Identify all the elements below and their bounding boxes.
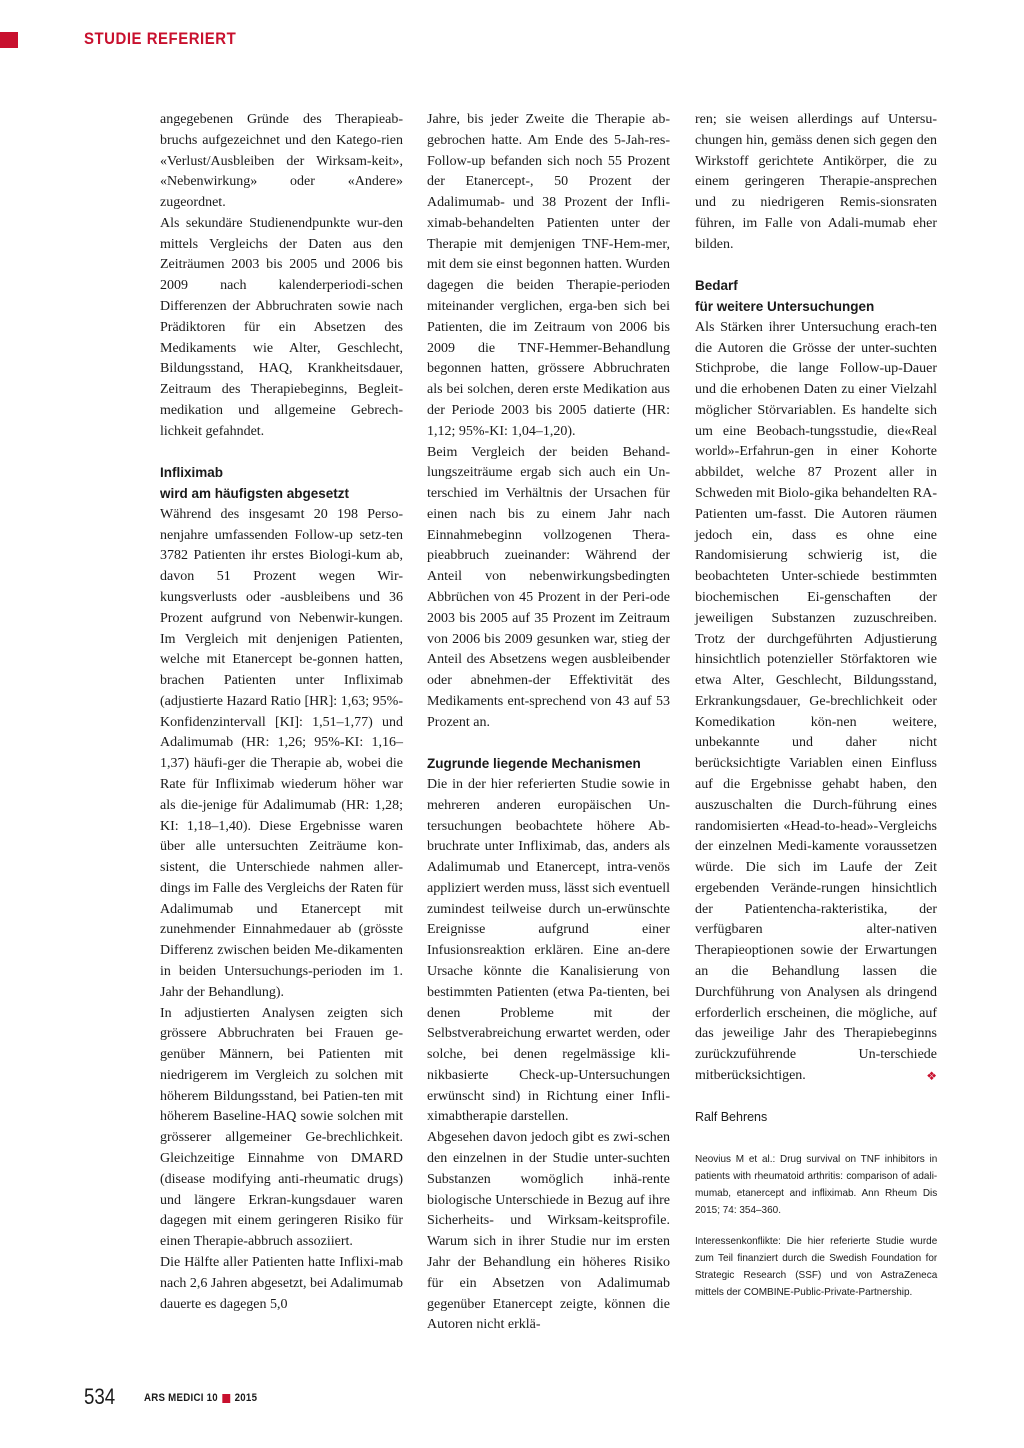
- column-1: [160, 110, 403, 1315]
- column-2: [427, 110, 670, 1336]
- paragraph: Jahre, bis jeder Zweite die Therapie ab-gebrochen hatte. Am Ende des 5-Jah-res-Follow-up befanden sich noch 55 Prozent der Etanercept-, 50 Prozent der Adalimumab- und 38 Prozent der Infli-ximab-behandelten Patienten unter der Therapie mit demjenigen TNF-Hem-mer, mit dem sie einst begonnen hatten. Wurden dagegen die beiden Therapie-perioden miteinander verglichen, erga-ben sich bei Patienten, die im Zeitraum von 2006 bis 2009 die TNF-Hemmer-Behandlung begonnen hatten, grössere Abbruchraten als bei solchen, deren erste Medikation aus der Periode 2003 bis 2005 datierte (HR: 1,12; 95%-KI: 1,04–1,20).: [427, 112, 670, 439]
- subheading: für weitere Untersuchungen: [695, 299, 875, 315]
- page-number: 534: [84, 1384, 116, 1409]
- paragraph: Die in der hier referierten Studie sowie in mehreren anderen europäischen Un-tersuchungen beobachtete höhere Ab-bruchrate unter Infliximab, das, anders als Adalimumab und Etanercept, intra-venös appliziert werden muss, lässt sich eventuell zumindest teilweise durch un-erwünschte Ereignisse aufgrund einer Infusionsreaktion erklären. Eine an-dere Ursache könnte die Kanalisierung von bestimmten Patienten (etwa Pa-tienten, bei denen Probleme mit der Selbstverabreichung erwartet werden, oder solche, bei denen regelmässige kli-nikbasierte Check-up-Untersuchungen erwünscht sind) in Richtung einer Infli-ximabtherapie darstellen.: [427, 776, 670, 1125]
- subheading: Infliximab: [160, 465, 224, 481]
- section-title: STUDIE REFERIERT: [84, 29, 237, 48]
- magazine-footer: [144, 1392, 257, 1404]
- paragraph-text: Als Stärken ihrer Untersuchung erach-ten die Autoren die Grösse der unter-suchten Stichprobe, die lange Follow-up-Dauer und die erhobenen Daten zu einer Vielzahl möglicher Störvariablen. Es handelte sich um eine Beobach-tungsstudie, die«Real world»-Erfahrun-gen in einer Kohorte abbildet, welche 87 Prozent aller in Schweden mit Biolo-gika behandelten RA-Patienten um-fasst. Die Autoren räumen jedoch ein, dass es ohne eine Randomisierung schwierig ist, die beobachteten Unter-schiede bestimmten biochemischen Ei-genschaften der jeweiligen Substanzen zuzuschreiben. Trotz der durchgeführten Adjustierung hinsichtlich potenzieller Störfaktoren wie etwa Alter, Geschlecht, Bildungsstand, Erkrankungsdauer, Ge-brechlichkeit oder Komedikation kön-nen weitere, unbekannte und daher nicht berücksichtigte Variablen einen Einfluss auf die Ergebnisse gehabt haben, den auszuschalten die Durch-führung eines randomisierten «Head-to-head»-Vergleichs der einzelnen Medi-kamente voraussetzen würde. Die sich im Laufe der Zeit ergebenden Verände-rungen hinsichtlich der Patientencha-rakteristika, der verfügbaren alter-nativen Therapieoptionen sowie der Erwartungen an die Behandlung lassen die Durchführung von Analysen als dringend erforderlich erscheinen, die mögliche, auf das jeweilige Jahr des Therapiebeginns zurückzuführende Un-terschiede mitberücksichtigen.: [695, 319, 937, 1083]
- paragraph: Beim Vergleich der beiden Behand-lungszeiträume ergab sich auch ein Un-terschied im Verhältnis der Ursachen für einen nach bis zu einem Jahr nach Einnahmebeginn vollzogenen Thera-pieabbruch zueinander: Während der Anteil von nebenwirkungsbedingten Abbrüchen von 45 Prozent in der Peri-ode 2003 bis 2005 auf 35 Prozent im Zeitraum von 2006 bis 2009 gesunken war, stieg der Anteil des Absetzens wegen ausbleibender oder abnehmen-der Effektivität des Medikaments ent-sprechend von 43 auf 53 Prozent an.: [427, 444, 670, 730]
- column-3: [695, 110, 937, 1301]
- subheading: Zugrunde liegende Mechanismen: [427, 756, 641, 772]
- paragraph: Abgesehen davon jedoch gibt es zwi-schen den einzelnen in der Studie unter-suchten Substanzen womöglich inhä-rente biologische Unterschiede in Bezug auf ihre Sicherheits- und Wirksam-keitsprofile. Warum sich in ihrer Studie nur im ersten Jahr der Behandlung ein höheres Risiko für ein Absetzen von Adalimumab gegenüber Etanercept zeigte, können die Autoren nicht erklä-: [427, 1130, 670, 1333]
- paragraph: angegebenen Gründe des Therapieab-bruchs aufgezeichnet und den Katego-rien «Verlust/Ausbleiben der Wirksam-keit», «Nebenwirkung» oder «Andere» zugeordnet.: [160, 112, 403, 211]
- paragraph: Die Hälfte aller Patienten hatte Inflixi-mab nach 2,6 Jahren abgesetzt, bei Adalimumab dauerte es dagegen 5,0: [160, 1254, 403, 1312]
- footer-separator: [222, 1394, 230, 1403]
- section-marker: [0, 32, 18, 48]
- paragraph: ren; sie weisen allerdings auf Untersu-chungen hin, gemäss denen sich gegen den Wirkstoff gerichtete Antikörper, die zu einem geringeren Therapie-ansprechen und zu niedrigeren Remis-sionsraten führen, im Falle von Adali-mumab eher bilden.: [695, 112, 937, 252]
- paragraph: [695, 318, 937, 1087]
- paragraph: Als sekundäre Studienendpunkte wur-den mittels Vergleichs der Daten aus den Zeiträumen 2003 bis 2005 und 2006 bis 2009 nach kalenderperiodi-schen Differenzen der Abbruchraten sowie nach Prädiktoren für ein Absetzen des Medikaments wie Alter, Geschlecht, Bildungsstand, HAQ, Krankheitsdauer, Zeitraum des Therapiebeginns, Begleit-medikation und allgemeine Gebrech-lichkeit gefahndet.: [160, 215, 403, 439]
- conflict-of-interest: Interessenkonflikte: Die hier referierte Studie wurde zum Teil finanziert durch die Swedish Foundation for Strategic Research (SSF) und von AstraZeneca mittels der COMBINE-Public-Private-Partnership.: [695, 1235, 938, 1299]
- paragraph: In adjustierten Analysen zeigten sich grössere Abbruchraten bei Frauen ge-genüber Männern, bei Patienten mit niedrigerem im Vergleich zu solchen mit höherem Bildungsstand, bei Patien-ten mit höherem Baseline-HAQ sowie solchen mit grösserer allgemeiner Ge-brechlichkeit. Gleichzeitige Einnahme von DMARD (disease modifying anti-rheumatic drugs) und längere Erkran-kungsdauer waren dagegen mit einem geringeren Risiko für einen Therapie-abbruch assoziiert.: [160, 1005, 403, 1250]
- magazine-year: 2015: [234, 1392, 258, 1404]
- subheading: wird am häufigsten abgesetzt: [160, 486, 350, 502]
- reference: Neovius M et al.: Drug survival on TNF inhibitors in patients with rheumatoid arthritis: comparison of adali-mumab, etanercept and infliximab. Ann Rheum Dis 2015; 74: 354–360.: [695, 1153, 938, 1217]
- magazine-name: ARS MEDICI 10: [144, 1392, 218, 1404]
- subheading: Bedarf: [695, 278, 738, 294]
- end-of-article-icon: ❖: [926, 1068, 937, 1083]
- author-name: Ralf Behrens: [695, 1109, 768, 1124]
- paragraph: Während des insgesamt 20 198 Perso-nenjahre umfassenden Follow-up setz-ten 3782 Patienten ihr erstes Biologi-kum ab, davon 51 Prozent wegen Wir-kungsverlusts oder -ausbleibens und 36 Prozent aufgrund von Nebenwir-kungen. Im Vergleich mit denjenigen Patienten, welche mit Etanercept be-gonnen hatten, brachen Patienten unter Infliximab (adjustierte Hazard Ratio [HR]: 1,63; 95%-Konfidenzintervall [KI]: 1,51–1,77) und Adalimumab (HR: 1,26; 95%-KI: 1,16–1,37) häufi-ger die Therapie ab, wobei die Rate für Infliximab wiederum höher war als die-jenige für Adalimumab (HR: 1,28; KI: 1,18–1,40). Diese Ergebnisse waren über alle untersuchten Zeiträume kon-sistent, die Unterschiede nahmen aller-dings im Falle des Vergleichs der Raten für Adalimumab und Etanercept mit zunehmender Einnahmedauer ab (grösste Differenz zwischen beiden Me-dikamenten in beiden Untersuchungs-perioden im 1. Jahr der Behandlung).: [160, 506, 403, 1000]
